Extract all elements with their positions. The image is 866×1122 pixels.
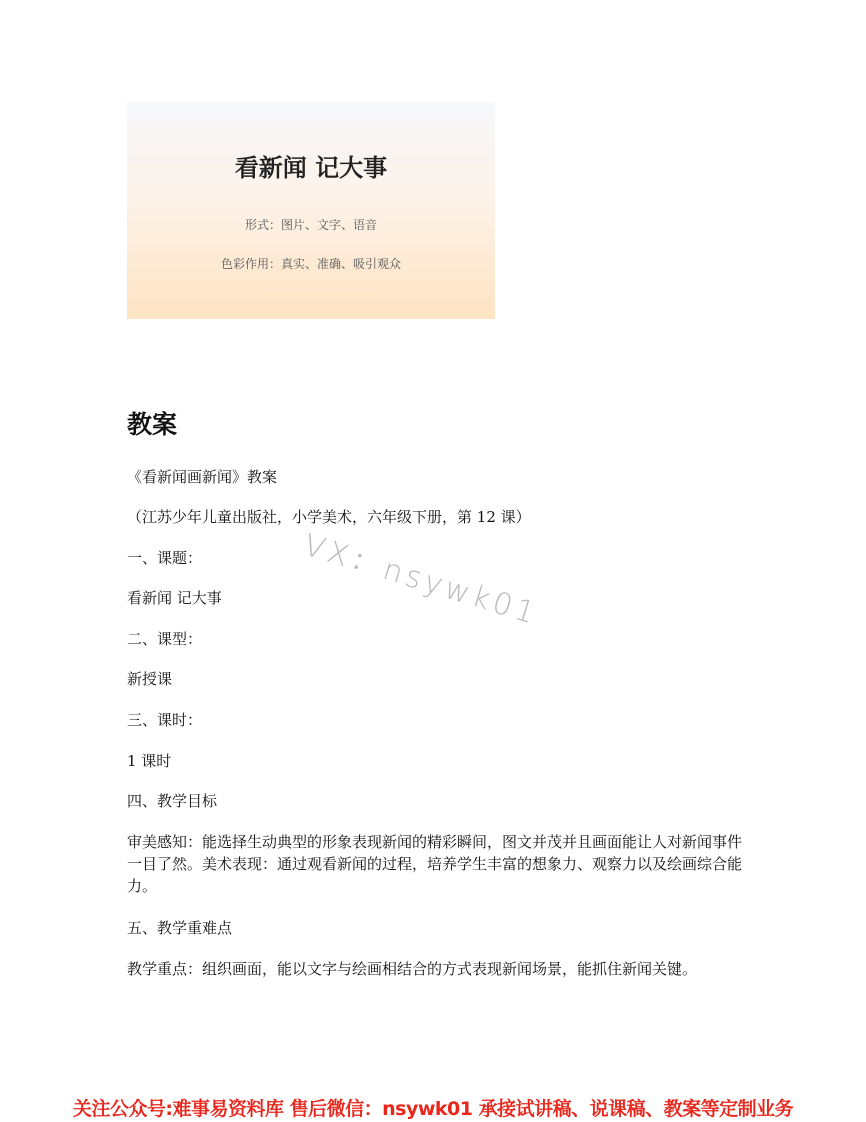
paragraph-goals-label: 四、教学目标 xyxy=(127,792,218,810)
paragraph-goals: 审美感知：能选择生动典型的形象表现新闻的精彩瞬间，图文并茂并且画面能让人对新闻事件一目了然。美术表现：通过观看新闻的过程，培养学生丰富的想象力、观察力以及绘画综合能力。 xyxy=(127,833,743,895)
slide-image xyxy=(127,102,495,319)
footer-banner: 关注公众号:难事易资料库 售后微信：nsywk01 承接试讲稿、说课稿、教案等定制业务 xyxy=(72,1098,794,1120)
paragraph-hours-label: 三、课时： xyxy=(127,711,203,729)
section-heading: 教案 xyxy=(127,410,178,439)
doc-title: 《看新闻画新闻》教案 xyxy=(127,468,278,486)
slide-title: 看新闻 记大事 xyxy=(234,154,388,182)
watermark: VX：nsywk01 xyxy=(299,527,543,633)
paragraph-focus: 教学重点：组织画面，能以文字与绘画相结合的方式表现新闻场景，能抓住新闻关键。 xyxy=(127,960,698,978)
slide-line-form: 形式：图片、文字、语音 xyxy=(244,218,377,232)
paragraph-source: （江苏少年儿童出版社，小学美术，六年级下册，第 12 课） xyxy=(127,508,531,526)
paragraph-topic: 看新闻 记大事 xyxy=(127,589,222,607)
paragraph-hours: 1 课时 xyxy=(127,752,172,770)
paragraph-focus-label: 五、教学重难点 xyxy=(127,919,233,937)
paragraph-type: 新授课 xyxy=(127,670,173,688)
paragraph-type-label: 二、课型： xyxy=(127,630,203,648)
paragraph-topic-label: 一、课题： xyxy=(127,549,203,567)
slide-line-color: 色彩作用：真实、准确、吸引观众 xyxy=(220,257,401,271)
